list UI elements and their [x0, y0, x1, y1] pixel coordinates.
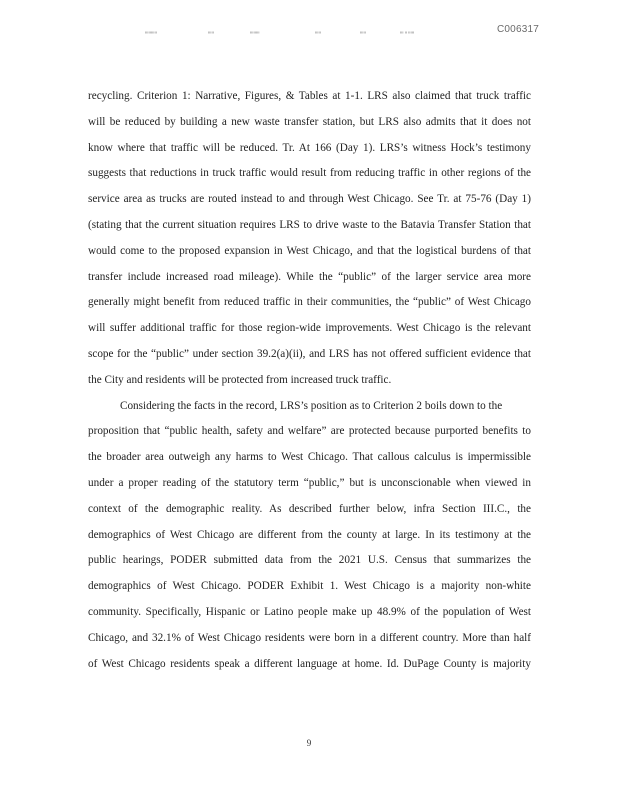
text-line: demographics of West Chicago are different from the county at large. In its testimony at the	[88, 528, 531, 541]
text-line: scope for the “public” under section 39.2(a)(ii), and LRS has not offered sufficient evidence that	[88, 347, 531, 360]
text-line: proposition that “public health, safety and welfare” are protected because purported benefits to	[88, 425, 531, 438]
text-line: Chicago, and 32.1% of West Chicago residents were born in a different country. More than half	[88, 631, 531, 644]
text-line: would come to the proposed expansion in West Chicago, and that the logistical burdens of that	[88, 244, 531, 257]
header-mark: ⵂⵂⵂ ⵂⵂ ⵂⵂⵂⵂⵂ	[400, 30, 415, 35]
bates-number: C006317	[497, 24, 539, 35]
paragraph-first-line: Considering the facts in the record, LRS’s position as to Criterion 2 boils down to the	[120, 399, 503, 412]
text-line: public hearings, PODER submitted data from the 2021 U.S. Census that summarizes the	[88, 554, 531, 567]
text-line: demographics of West Chicago. PODER Exhibit 1. West Chicago is a majority non-white	[88, 580, 531, 593]
text-line: transfer include increased road mileage). While the “public” of the larger service area more	[88, 270, 531, 283]
text-line: generally might benefit from reduced traffic in their communities, the “public” of West Chicago	[88, 296, 531, 309]
body-text	[88, 84, 531, 677]
text-line: will be reduced by building a new waste transfer station, but LRS also admits that it does not	[88, 115, 531, 128]
text-line: of West Chicago residents speak a different language at home. Id. DuPage County is majority	[88, 657, 531, 670]
text-line: will suffer additional traffic for those region-wide improvements. West Chicago is the relevant	[88, 322, 531, 335]
text-line: service area as trucks are routed instead to and through West Chicago. See Tr. at 75-76 (Day 1)	[88, 193, 531, 206]
header-mark: ⵂⵂⵂⵂⵂ	[360, 30, 367, 35]
text-line: (stating that the current situation requires LRS to drive waste to the Batavia Transfer Station that	[88, 218, 531, 231]
header-mark: ⵂⵂⵂⵂⵂ	[315, 30, 322, 35]
text-line: community. Specifically, Hispanic or Latino people make up 48.9% of the population of West	[88, 605, 531, 618]
header-mark: ⵂⵂⵂⵂⵂⵂⵂⵂⵂⵂ	[145, 30, 158, 35]
text-line: the broader area outweigh any harms to West Chicago. That callous calculus is impermissible	[88, 451, 531, 464]
text-line: context of the demographic reality. As described further below, infra Section III.C., the	[88, 502, 531, 515]
page-number: 9	[306, 738, 312, 748]
header-mark: ⵂⵂⵂⵂⵂⵂⵂⵂ	[250, 30, 260, 35]
text-line: recycling. Criterion 1: Narrative, Figures, & Tables at 1-1. LRS also claimed that truck traffic	[88, 90, 531, 102]
text-line: know where that traffic will be reduced. Tr. At 166 (Day 1). LRS’s witness Hock’s testimony	[88, 141, 531, 154]
text-line: the City and residents will be protected from increased truck traffic.	[88, 373, 392, 386]
text-line: suggests that reductions in truck traffic would result from reducing traffic in other regions of the	[88, 167, 531, 180]
text-line: under a proper reading of the statutory term “public,” but is unconscionable when viewed in	[88, 476, 531, 489]
header-mark: ⵂⵂⵂⵂⵂ	[208, 30, 215, 35]
